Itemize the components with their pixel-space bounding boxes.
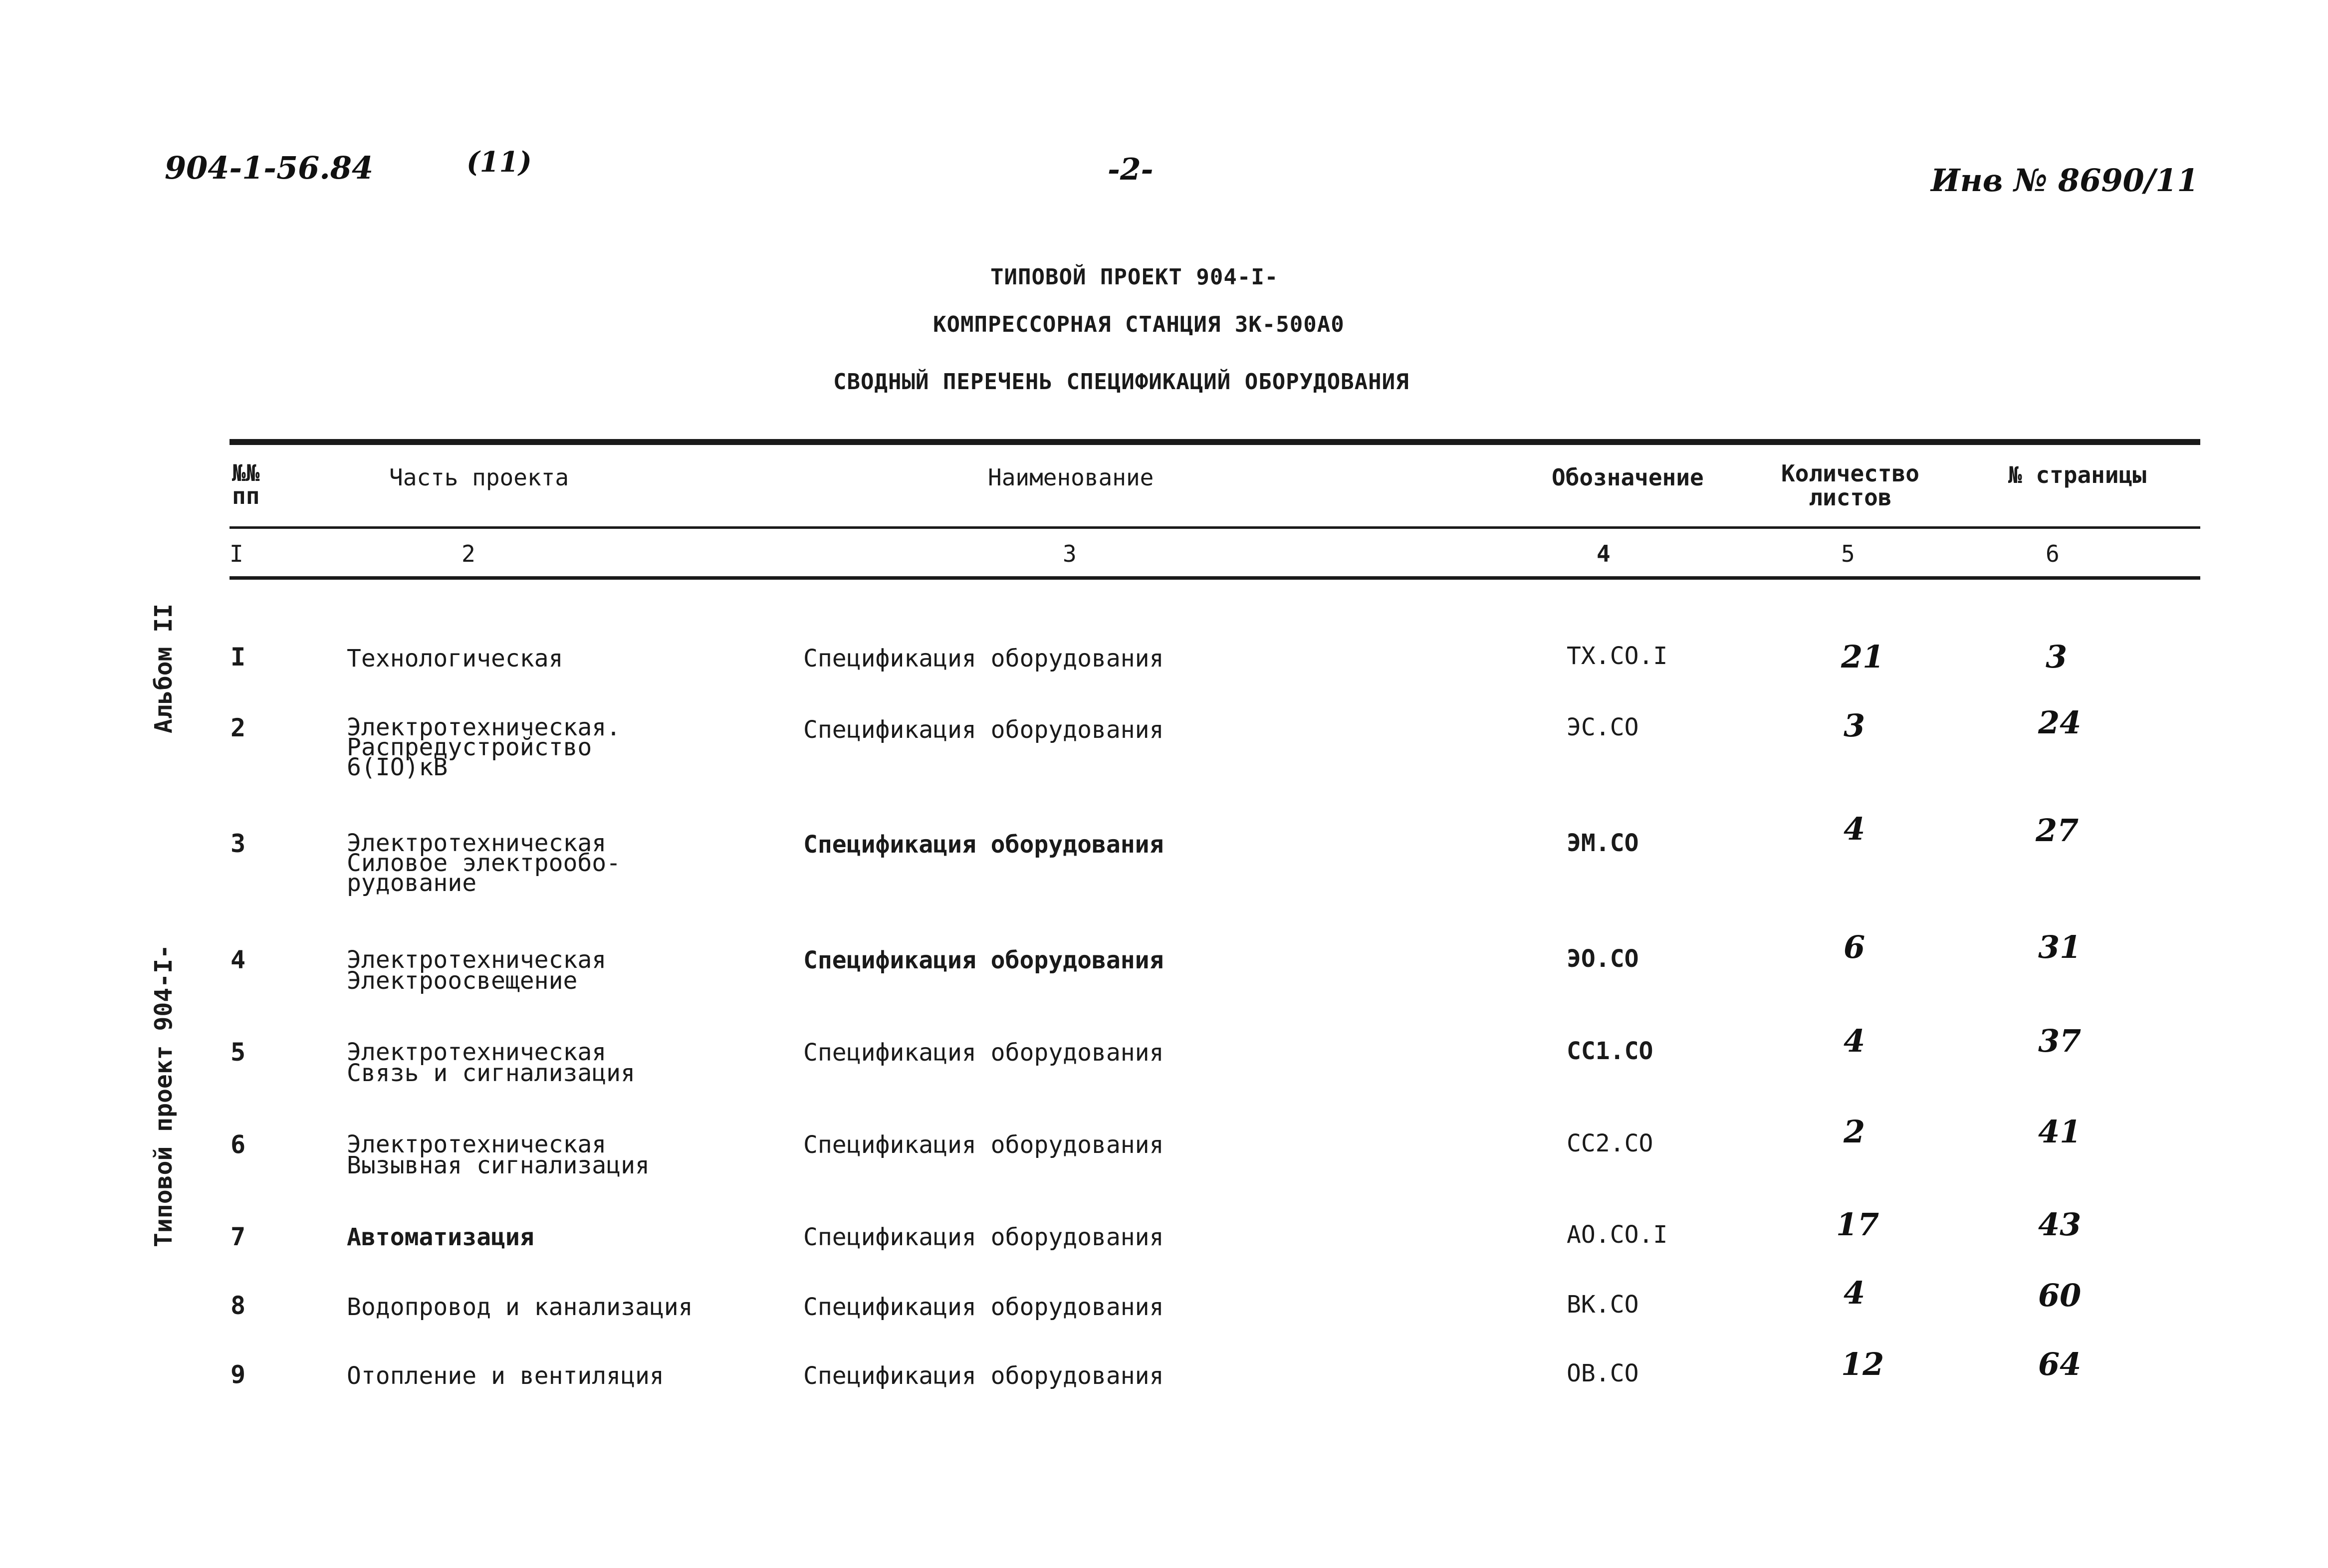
row-page: 37 [2038,1023,2082,1059]
row-name: Спецификация оборудования [803,946,1164,974]
title-line-2: КОМПРЕССОРНАЯ СТАНЦИЯ ЗК-500А0 [933,312,1345,337]
row-part [347,1295,693,1320]
row-code: ЭО.СО [1567,945,1639,973]
row-part-line: Электротехническая [347,1130,607,1158]
row-page: 60 [2038,1277,2082,1314]
row-part [347,1363,664,1388]
row-page: 3 [2046,639,2068,675]
side-project-label: Типовой проект 904-I- [150,944,178,1247]
row-part [347,1038,635,1087]
row-sheets: 12 [1841,1346,1884,1382]
row-page: 24 [2038,704,2082,741]
col-number: 6 [2046,540,2060,567]
row-part [347,946,607,995]
row-part-line: Электротехническая [347,829,607,857]
row-part-line: Электроосвещение [347,967,578,995]
row-name: Спецификация оборудования [803,645,1164,672]
row-number: 5 [231,1038,246,1067]
row-part-line: Технологическая [347,645,563,672]
row-part [347,646,563,671]
col-number: 5 [1841,540,1855,567]
header-code: Обозначение [1552,464,1704,491]
row-part-line: Отопление и вентиляция [347,1362,664,1390]
page-reference: (11) [466,146,532,179]
table-top-rule [230,439,2200,445]
row-part-line: Автоматизация [347,1223,534,1251]
row-part-line: рудование [347,869,477,897]
header-sheets-line-1: Количество [1781,460,1919,487]
header-part: Часть проекта [389,464,569,491]
header-num-line-2: пп [232,482,260,509]
row-sheets: 3 [1844,707,1865,744]
row-number: I [231,643,246,672]
row-part-line: 6(IO)кВ [347,753,448,781]
title-line-3: СВОДНЫЙ ПЕРЕЧЕНЬ СПЕЦИФИКАЦИЙ ОБОРУДОВАНИЯ [833,369,1409,395]
col-numbers-bottom-rule [230,576,2200,580]
row-part-line: Электротехническая [347,946,607,974]
row-sheets: 4 [1844,1023,1865,1059]
row-part-line: Электротехническая. [347,713,621,741]
row-name: Спецификация оборудования [803,1223,1164,1251]
row-number: 4 [231,945,246,974]
row-number: 8 [231,1291,246,1320]
header-name: Наименование [988,464,1154,491]
row-part [347,713,621,781]
row-code: СС1.СО [1567,1037,1653,1065]
col-number: I [230,540,243,567]
row-name: Спецификация оборудования [803,1039,1164,1067]
row-name: Спецификация оборудования [803,831,1164,859]
row-page: 64 [2038,1346,2082,1382]
row-code: ЭМ.СО [1567,829,1639,857]
row-part-line: Силовое электрообо- [347,849,621,877]
row-code: ТХ.СО.I [1567,642,1668,670]
row-part [347,829,621,897]
row-sheets: 2 [1844,1114,1865,1150]
row-part [347,1130,650,1179]
row-name: Спецификация оборудования [803,1362,1164,1390]
col-number: 2 [462,540,475,567]
header-bottom-rule [230,526,2200,529]
row-number: 9 [231,1360,246,1389]
header-page: № страницы [2008,461,2146,488]
row-part [347,1225,534,1250]
row-page: 27 [2036,812,2079,849]
header-sheets-line-2: листов [1809,484,1892,511]
row-code: ЭС.СО [1567,713,1639,741]
row-code: ВК.СО [1567,1291,1639,1319]
header-num-line-1: №№ [232,459,260,486]
inventory-number: Инв № 8690/11 [1931,162,2199,199]
row-sheets: 4 [1844,1275,1865,1311]
row-code: ОВ.СО [1567,1359,1639,1387]
col-number: 3 [1063,540,1077,567]
row-number: 6 [231,1130,246,1159]
row-part-line: Электротехническая [347,1038,607,1066]
row-name: Спецификация оборудования [803,1293,1164,1321]
row-page: 31 [2038,929,2082,965]
row-code: СС2.СО [1567,1129,1653,1157]
row-sheets: 4 [1844,811,1865,847]
row-name: Спецификация оборудования [803,1131,1164,1159]
row-page: 43 [2038,1206,2082,1243]
header-sheets [1781,461,1919,509]
row-sheets: 6 [1844,929,1865,965]
row-part-line: Распредустройство [347,733,592,761]
row-sheets: 17 [1836,1206,1879,1243]
title-line-1: ТИПОВОЙ ПРОЕКТ 904-I- [990,264,1279,290]
row-code: АО.СО.I [1567,1221,1668,1249]
row-number: 3 [231,829,246,858]
document-code: 904-1-56.84 [165,150,374,186]
row-page: 41 [2038,1114,2082,1150]
row-sheets: 21 [1841,639,1884,675]
row-part-line: Водопровод и канализация [347,1293,693,1321]
row-part-line: Вызывная сигнализация [347,1151,650,1179]
header-num [232,461,259,507]
row-number: 7 [231,1222,246,1251]
album-label: Альбом II [150,603,178,733]
row-part-line: Связь и сигнализация [347,1059,635,1087]
page-number: -2- [1108,152,1154,187]
row-name: Спецификация оборудования [803,716,1164,744]
row-number: 2 [231,713,246,742]
col-number: 4 [1597,540,1611,567]
